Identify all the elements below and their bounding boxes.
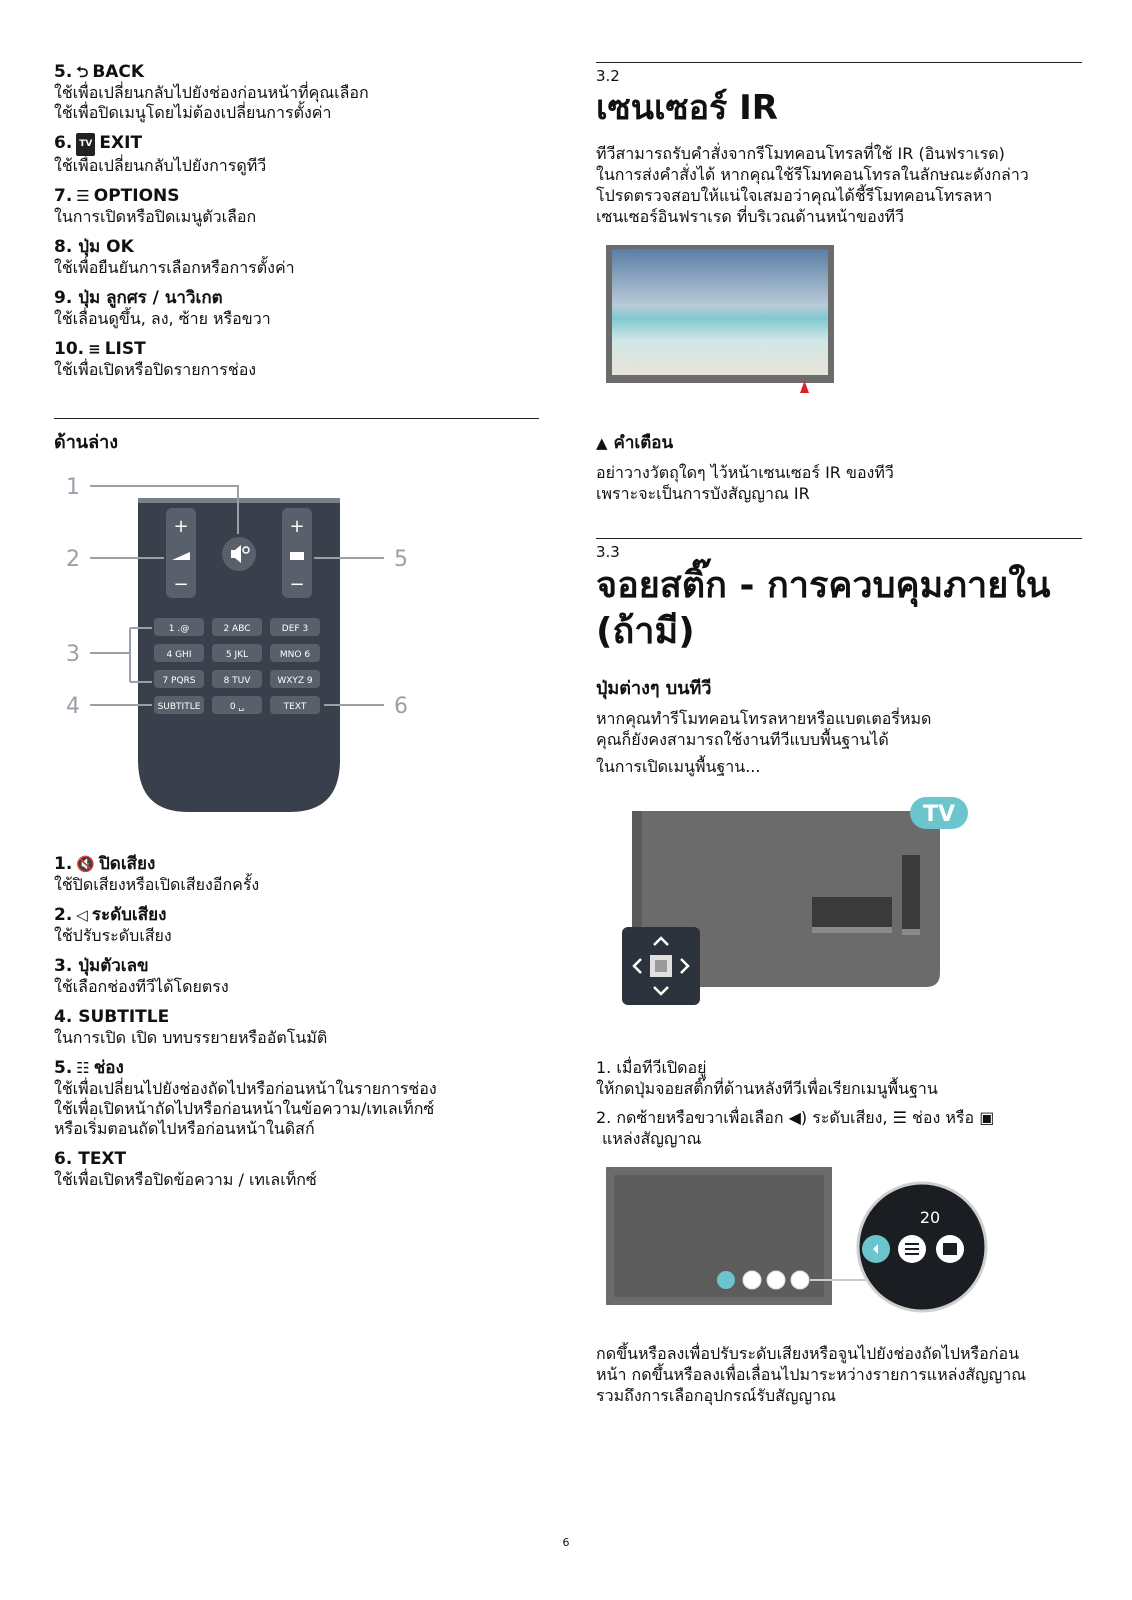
item-description: ใช้เพื่อเปลี่ยนกลับไปยังช่องก่อนหน้าที่คุณเลือก [54,83,369,102]
keypad-key-label: SUBTITLE [157,702,201,712]
left.items_bottom-item [54,1058,539,1139]
text-line: กดขึ้นหรือลงเพื่อปรับระดับเสียงหรือจูนไปยังช่องถัดไปหรือก่อน [596,1344,1020,1363]
step-2 [596,1107,1082,1149]
list-icon: ≡ [88,340,101,358]
item-title [54,1149,539,1170]
channel-minus-label: − [289,574,305,595]
left.items_top-item [54,133,539,176]
remote-bottom-illustration [54,460,454,840]
step-1 [596,1057,1082,1099]
list-small-icon: ☰ [892,1108,907,1127]
item-number: 3. [54,956,73,976]
keypad-key-label: 7 PQRS [162,676,196,686]
item-title-text: SUBTITLE [78,1007,170,1027]
left.items_top-item [54,237,539,278]
item-title [54,186,539,207]
item-number: 4. [54,1007,73,1027]
tv-badge: TV [922,802,956,827]
keypad-key-label: TEXT [283,702,307,712]
section-divider-3-2 [596,62,1082,63]
item-description: ในการเปิดหรือปิดเมนูตัวเลือก [54,207,257,226]
item-number: 5. [54,1058,73,1078]
item-number: 9. [54,288,73,308]
text-line: หน้า กดขึ้นหรือลงเพื่อเลื่อนไปมาระหว่างรายการแหล่งสัญญาณ [596,1365,1027,1384]
item-description: ใช้เพื่อปิดเมนูโดยไม่ต้องเปลี่ยนการตั้งค่า [54,103,332,122]
item-title-text: TEXT [78,1149,127,1169]
item-description: หรือเริ่มตอนถัดไปหรือก่อนหน้าในดิสก์ [54,1119,315,1138]
item-title-text: ปุ่ม ลูกศร / นาวิเกต [78,288,223,308]
left.items_bottom-item [54,956,539,997]
left.items_top-item [54,186,539,227]
channel-icon: ☷ [76,1059,90,1077]
item-title-text: ช่อง [93,1058,124,1078]
item-number: 7. [54,186,73,206]
right-column [596,62,1082,1406]
item-title [54,288,539,309]
item-title-text: BACK [92,62,145,82]
sub-heading-tv-buttons: ปุ่มต่างๆ บนทีวี [596,678,712,699]
item-title [54,237,539,258]
callout-3: 3 [66,642,80,667]
item-description: ใช้ปิดเสียงหรือเปิดเสียงอีกครั้ง [54,875,260,894]
menu-number: 20 [919,1208,941,1227]
tv-ir-illustration [606,245,846,415]
step-2-text-d: แหล่งสัญญาณ [602,1129,702,1148]
item-title [54,1058,539,1079]
item-title-text: ปุ่มตัวเลข [78,956,149,976]
bottom-button-list [54,854,539,1190]
text-line: ให้กดปุ่มจอยสติ๊กที่ด้านหลังทีวีเพื่อเรียกเมนูพื้นฐาน [596,1079,938,1098]
text-line: 1. เมื่อทีวีเปิดอยู่ [596,1058,707,1077]
item-title-text: EXIT [99,133,143,153]
section-title-line-1: จอยสติ๊ก - การควบคุมภายใน [596,565,1051,606]
options-icon: ☰ [76,187,90,205]
keypad-key-label: 0 ␣ [229,702,245,712]
item-number: 1. [54,854,73,874]
item-title [54,905,539,926]
item-description: ใช้ปรับระดับเสียง [54,926,172,945]
final-paragraph [596,1343,1082,1406]
text-line: หากคุณทำรีโมทคอนโทรลหายหรือแบตเตอรี่หมด [596,709,932,728]
keypad-key-label: DEF 3 [281,624,309,634]
left-column [54,62,539,1200]
item-title [54,62,539,83]
keypad-key-label: 5 JKL [225,650,249,660]
item-number: 10. [54,339,85,359]
tv-icon: TV [76,133,95,156]
sub-paragraph [596,708,1082,750]
item-description: ใช้เพื่อเปลี่ยนไปยังช่องถัดไปหรือก่อนหน้าในรายการช่อง [54,1079,437,1098]
mute-icon: 🔇 [76,855,95,873]
callout-6: 6 [394,694,408,719]
text-line: ในการส่งคำสั่งได้ หากคุณใช้รีโมทคอนโทรลในลักษณะดังกล่าว [596,165,1029,184]
left.items_bottom-item [54,1149,539,1190]
page-number: 6 [562,1536,570,1549]
section-title-joystick [596,563,1082,655]
bottom-heading: ด้านล่าง [54,432,119,453]
item-number: 6. [54,133,73,153]
volume-plus-label: + [173,516,189,537]
section-title-line-2: (ถ้ามี) [596,611,695,652]
step-2-text-a: 2. กดซ้ายหรือขวาเพื่อเลือก [596,1108,784,1127]
item-title-text: ปิดเสียง [98,854,156,874]
item-description: ใช้เพื่อเปลี่ยนกลับไปยังการดูทีวี [54,156,267,175]
keypad-key-label: 1 .@ [168,624,190,634]
item-title [54,956,539,977]
keypad-key-label: MNO 6 [279,650,311,660]
warning-text [596,462,1082,504]
item-description: ใช้เลือกช่องทีวีได้โดยตรง [54,977,229,996]
keypad-key-label: 4 GHI [166,650,192,660]
text-line: ทีวีสามารถรับคำสั่งจากรีโมทคอนโทรลที่ใช้ IR (อินฟราเรด) [596,144,1005,163]
keypad-key-label: 2 ABC [223,624,251,634]
volume-minus-label: − [173,574,189,595]
item-title-text: OPTIONS [93,186,180,206]
ir-sensor-paragraph [596,143,1082,227]
left.items_top-item [54,62,539,123]
item-description: ในการเปิด เปิด บทบรรยายหรืออัตโนมัติ [54,1028,328,1047]
back-arrow-icon: ⮌ [76,63,89,81]
step-2-text-c: ช่อง หรือ [912,1108,975,1127]
item-title [54,339,539,360]
item-title [54,1007,539,1028]
item-number: 8. [54,237,73,257]
step-2-text-b: ระดับเสียง, [812,1108,888,1127]
left.items_bottom-item [54,854,539,895]
keypad-key-label: WXYZ 9 [277,676,313,686]
text-line: รวมถึงการเลือกอุปกรณ์รับสัญญาณ [596,1386,836,1405]
section-number-3-2: 3.2 [596,67,620,85]
channel-plus-label: + [289,516,305,537]
basic-menu-illustration [606,1167,1006,1317]
text-line: คุณก็ยังคงสามารถใช้งานทีวีแบบพื้นฐานได้ [596,730,889,749]
text-line: อย่าวางวัตถุใดๆ ไว้หน้าเซนเซอร์ IR ของทีวี [596,463,894,482]
left.items_top-item [54,339,539,380]
text-line: เซนเซอร์อินฟราเรด ที่บริเวณด้านหน้าของทีวี [596,207,905,226]
callout-2: 2 [66,547,80,572]
left.items_top-item [54,288,539,329]
source-small-icon: ▣ [979,1108,995,1127]
item-title-text: ระดับเสียง [91,905,167,925]
item-title [54,854,539,875]
item-description: ใช้เลื่อนดูขึ้น, ลง, ซ้าย หรือขวา [54,309,271,328]
section-title-ir-sensor: เซนเซอร์ IR [596,88,778,128]
text-line: เพราะจะเป็นการบังสัญญาณ IR [596,484,810,503]
volume-icon: ◁ [76,906,88,924]
left.items_bottom-item [54,1007,539,1048]
item-number: 5. [54,62,73,82]
item-number: 6. [54,1149,73,1169]
warning-title: คำเตือน [613,433,674,453]
open-menu-text: ในการเปิดเมนูพื้นฐาน... [596,757,761,776]
callout-1: 1 [66,475,80,500]
item-description: ใช้เพื่อยืนยันการเลือกหรือการตั้งค่า [54,258,295,277]
item-number: 2. [54,905,73,925]
tv-joystick-illustration [622,797,982,1027]
item-description: ใช้เพื่อเปิดหรือปิดรายการช่อง [54,360,257,379]
divider [54,418,539,419]
callout-5: 5 [394,547,408,572]
item-description: ใช้เพื่อเปิดหน้าถัดไปหรือก่อนหน้าในข้อความ/เทเลเท็กซ์ [54,1099,435,1118]
callout-4: 4 [66,694,80,719]
item-description: ใช้เพื่อเปิดหรือปิดข้อความ / เทเลเท็กซ์ [54,1170,317,1189]
text-line: โปรดตรวจสอบให้แน่ใจเสมอว่าคุณได้ชี้รีโมทคอนโทรลหา [596,186,993,205]
item-title-text: ปุ่ม OK [78,237,134,257]
section-number-3-3: 3.3 [596,543,620,561]
top-button-list [54,62,539,380]
section-divider-3-3 [596,538,1082,539]
keypad-key-label: 8 TUV [223,676,251,686]
volume-small-icon: ◀) [788,1108,808,1127]
item-title-text: LIST [104,339,146,359]
warning-heading [596,429,1082,456]
item-title [54,133,539,156]
left.items_bottom-item [54,905,539,946]
warning-icon: ▲ [596,434,608,452]
